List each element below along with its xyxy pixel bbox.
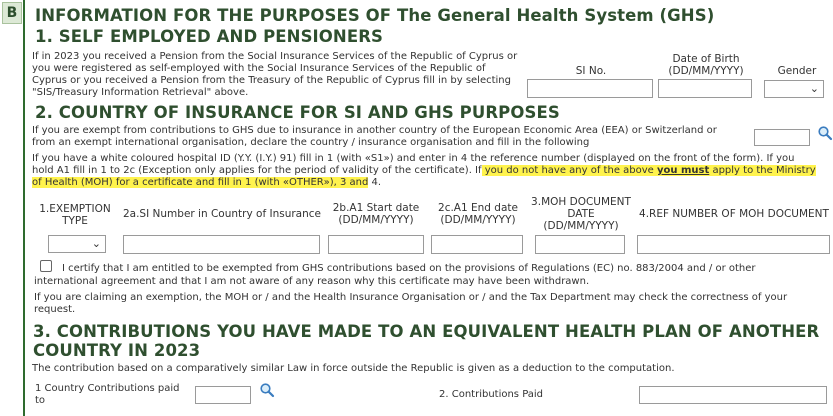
instructions-line [32, 165, 832, 177]
chevron-down-icon: ⌄ [809, 82, 819, 95]
col-si-number-label: 2a.SI Number in Country of Insurance [122, 208, 321, 220]
section2-exempt-text [32, 125, 752, 149]
instructions-line [32, 177, 832, 189]
contributions-paid-label: 2. Contributions Paid [439, 389, 544, 400]
section2-exempt-line: If you are exempt from contributions to GHS due to insurance in another country of the European Economic Area (EEA) or Switzerland or [32, 125, 717, 136]
gender-select[interactable] [764, 80, 824, 98]
col-a1-start-label [325, 202, 427, 226]
col-label-line: 2b.A1 Start date [332, 202, 420, 214]
si-no-input[interactable] [527, 79, 653, 98]
moh-ref-number-input[interactable] [637, 235, 830, 254]
si-number-input[interactable] [123, 235, 320, 254]
instructions-text: 4. [368, 177, 382, 188]
section1-desc-line: you were registered as self-employed with the Social Insurance Services of the Republic of [32, 63, 486, 74]
exempt-country-input[interactable] [754, 129, 810, 146]
contributions-paid-input[interactable] [639, 386, 827, 404]
section3-title-line: COUNTRY IN 2023 [33, 341, 201, 360]
col-label-line: 1.EXEMPTION [39, 203, 111, 215]
country-paid-label-line: to [35, 395, 46, 406]
claim-text [34, 292, 824, 316]
chevron-down-icon: ⌄ [91, 237, 101, 250]
search-icon[interactable] [259, 382, 275, 398]
certify-line: international agreement and that I am not aware of any reason why this certificate may have been withdrawn. [34, 276, 590, 287]
gender-label: Gender [777, 65, 817, 77]
instructions-text: hold A1 fill in 1 to 2c (Exception only applies for the period of validity of the certificate). If [32, 165, 482, 176]
section-sidebar [0, 0, 25, 416]
a1-end-date-input[interactable] [431, 235, 523, 254]
certify-line: I certify that I am entitled to be exempted from GHS contributions based on the provisions of Regulations (EC) no. 883/2004 and / or other [62, 263, 756, 274]
col-exemption-type-label [39, 203, 111, 227]
exemption-type-select[interactable] [48, 235, 106, 253]
col-label-line: 3.MOH DOCUMENT [531, 196, 631, 208]
col-label-line: (DD/MM/YYYY) [543, 220, 619, 232]
country-paid-label-line: 1 Country Contributions paid [35, 383, 180, 394]
section1-desc-line: Cyprus or you received a Pension from the Treasury of the Republic of Cyprus fill in by selecting [32, 75, 511, 86]
section-letter-badge: B [2, 2, 22, 24]
country-paid-label [35, 383, 195, 407]
section3-description: The contribution based on a comparatively similar Law in force outside the Republic is given as a deduction to the computation. [32, 363, 675, 374]
highlighted-text [482, 165, 816, 176]
moh-document-date-input[interactable] [535, 235, 625, 254]
section2-instructions [32, 153, 832, 189]
claim-line: request. [34, 304, 76, 315]
col-label-line: DATE [567, 208, 595, 220]
col-label-line: (DD/MM/YYYY) [338, 214, 414, 226]
must-emphasis: you must [657, 165, 710, 176]
section2-title: 2. COUNTRY OF INSURANCE FOR SI AND GHS PURPOSES [35, 103, 560, 122]
a1-start-date-input[interactable] [328, 235, 424, 254]
page-title: INFORMATION FOR THE PURPOSES OF The General Health System (GHS) [35, 6, 715, 25]
section1-title: 1. SELF EMPLOYED AND PENSIONERS [35, 27, 383, 46]
section2-exempt-line: from an exempt international organisation, declare the country / insurance organisation and fill in the following [32, 137, 590, 148]
section1-desc-line: If in 2023 you received a Pension from the Social Insurance Services of the Republic of Cyprus or [32, 51, 518, 62]
instructions-line: If you have a white coloured hospital ID (Y.Y. (I.Y.) 91) fill in 1 (with «S1») and enter in 4 the reference number (displayed on the front of the form). If you [32, 153, 795, 164]
search-icon[interactable] [817, 125, 833, 141]
contribution-country-input[interactable] [195, 386, 251, 404]
col-label-line: TYPE [62, 215, 88, 227]
highlighted-text-part: apply to the Ministry [709, 165, 816, 176]
col-moh-ref-label: 4.REF NUMBER OF MOH DOCUMENT [639, 208, 829, 220]
dob-label-line: Date of Birth [672, 53, 740, 65]
form-content [27, 0, 833, 416]
col-moh-date-label [527, 196, 635, 232]
dob-label-line: (DD/MM/YYYY) [668, 65, 744, 77]
section3-title-line: 3. CONTRIBUTIONS YOU HAVE MADE TO AN EQUIVALENT HEALTH PLAN OF ANOTHER [33, 322, 820, 341]
col-label-line: (DD/MM/YYYY) [440, 214, 516, 226]
section1-desc-line: "SIS/Treasury Information Retrieval" above. [32, 87, 249, 98]
dob-label [658, 53, 754, 77]
claim-line: If you are claiming an exemption, the MOH or / and the Health Insurance Organisation or / and the Tax Department may check the correctness of your [34, 292, 788, 303]
section1-description [32, 51, 537, 99]
si-no-label: SI No. [575, 65, 607, 77]
highlighted-text-part: you do not have any of the above [481, 165, 657, 176]
col-label-line: 2c.A1 End date [438, 202, 518, 214]
col-a1-end-label [431, 202, 525, 226]
highlighted-text: of Health (MOH) for a certificate and fill in 1 (with «OTHER»), 3 and [32, 177, 369, 188]
certify-checkbox[interactable] [40, 260, 52, 272]
dob-input[interactable] [658, 79, 752, 98]
section3-title [33, 322, 819, 360]
